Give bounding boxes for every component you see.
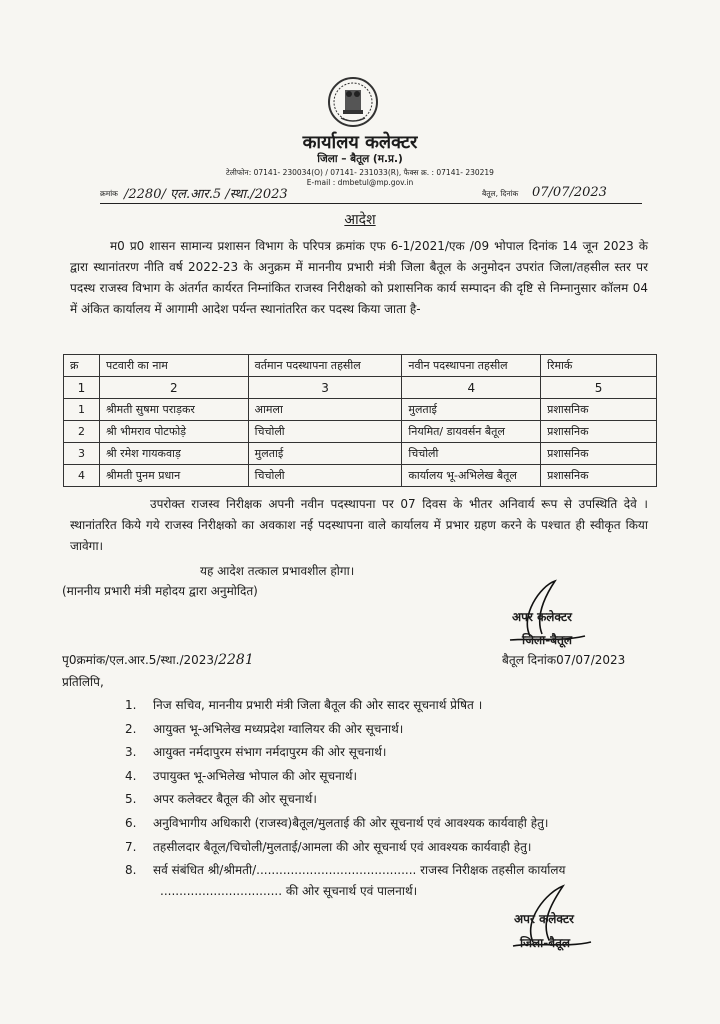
table-cell: 1 [64,377,100,399]
endorsement-date-prefix: बैतूल दिनांक [502,653,557,667]
table-cell: चिचोली [402,443,541,465]
office-title: कार्यालय कलेक्टर [302,132,418,153]
table-header-cell: पटवारी का नाम [99,355,248,377]
contact-line: टेलीफोन: 07141- 230034(O) / 07141- 231033(R), फैक्स क्र. : 07141- 230219 [226,168,494,177]
approval-note: (माननीय प्रभारी मंत्री महोदय द्वारा अनुमोदित) [62,584,258,598]
table-cell: आमला [248,399,402,421]
table-cell: प्रशासनिक [541,465,657,487]
table-cell: मुलताई [248,443,402,465]
table-cell: मुलताई [402,399,541,421]
table-cell: 1 [64,399,100,421]
table-header-cell: रिमार्क [541,355,657,377]
reference-label: क्रमांक [100,189,118,198]
transfer-table [63,354,657,487]
endorsement-prefix: पृ0क्रमांक/एल.आर.5/स्था./2023/ [62,653,219,667]
table-cell: 4 [64,465,100,487]
order-paragraph: म0 प्र0 शासन सामान्य प्रशासन विभाग के परिपत्र क्रमांक एफ 6-1/2021/एक /09 भोपाल दिनांक 14 जून 2023 के द्वारा स्थानांतरण नीति वर्ष 2022-23 के अनुक्रम में माननीय प्रभारी मंत्री जिला बैतूल के अनुमोदन उपरांत जिला/तहसील स्तर पर पदस्थ राजस्व विभाग के अंतर्गत कार्यरत निम्नांकित राजस्व निरीक्षको को प्रशासनिक कार्य सम्पादन की दृष्टि से निम्नानुसार कॉलम 04 में अंकित कार्यालय में आगामी आदेश पर्यन्त स्थानांतरित कर पदस्थ किया जाता है- [70,239,648,316]
list-item: 5. अपर कलेक्टर बैतूल की ओर सूचनार्थ। [125,792,317,807]
office-district: जिला – बैतूल (म.प्र.) [317,153,403,165]
table-cell: 3 [248,377,402,399]
letterhead-divider [100,203,642,204]
table-row [64,443,657,465]
signatory-district: जिला-बैतूल [520,936,571,950]
table-header-cell: क्र [64,355,100,377]
copy-recipient-list [125,694,645,883]
table-cell: श्रीमती पुनम प्रधान [99,465,248,487]
table-cell: चिचोली [248,421,402,443]
table-header-cell: नवीन पदस्थापना तहसील [402,355,541,377]
endorsement-number [62,651,254,668]
table-row [64,421,657,443]
table-cell: श्री भीमराव पोटफोड़े [99,421,248,443]
table-cell: 4 [402,377,541,399]
table-cell: 3 [64,443,100,465]
state-emblem-icon [323,76,383,128]
table-cell: नियमित/ डायवर्सन बैतूल [402,421,541,443]
signatory-district: जिला-बैतूल [522,633,573,647]
list-item: 7. तहसीलदार बैतूल/चिचोली/मुलताई/आमला की ओर सूचनार्थ एवं आवश्यक कार्यवाही हेतु। [125,839,532,854]
table-row [64,465,657,487]
table-cell: प्रशासनिक [541,443,657,465]
list-item-continuation: ................................ की ओर सूचनार्थ एवं पालनार्थ। [160,884,418,898]
endorsement-date [502,651,625,668]
table-cell: 2 [99,377,248,399]
effective-note: यह आदेश तत्काल प्रभावशील होगा। [200,564,355,578]
table-cell: प्रशासनिक [541,421,657,443]
table-cell: श्रीमती सुषमा पराड़कर [99,399,248,421]
table-header-cell: वर्तमान पदस्थापना तहसील [248,355,402,377]
instruction-paragraph: उपरोक्त राजस्व निरीक्षक अपनी नवीन पदस्थापना पर 07 दिवस के भीतर अनिवार्य रूप से उपस्थिति देवे । स्थानांतरित किये गये राजस्व निरीक्षको का अवकाश नई पदस्थापना वाले कार्यालय में प्रभार ग्रहण करने के पश्चात ही स्वीकृत किया जावेगा। [70,497,648,553]
table-cell: 2 [64,421,100,443]
list-item: 4. उपायुक्त भू-अभिलेख भोपाल की ओर सूचनार्थ। [125,768,358,783]
table-cell: प्रशासनिक [541,399,657,421]
table-cell: 5 [541,377,657,399]
list-item: 2. आयुक्त भू-अभिलेख मध्यप्रदेश ग्वालियर की ओर सूचनार्थ। [125,721,404,736]
reference-number: /2280/ एल.आर.5 /स्था./2023 [124,187,288,202]
copy-label: प्रतिलिपि, [62,675,104,689]
list-item: 1. निज सचिव, माननीय प्रभारी मंत्री जिला बैतूल की ओर सादर सूचनार्थ प्रेषित । [125,698,483,712]
table-index-row [64,377,657,399]
table-cell: श्री रमेश गायकवाड़ [99,443,248,465]
email-line: E-mail : dmbetul@mp.gov.in [306,178,414,187]
signatory-designation: अपर कलेक्टर [512,610,572,624]
table-cell: कार्यालय भू-अभिलेख बैतूल [402,465,541,487]
list-item: 3. आयुक्त नर्मदापुरम संभाग नर्मदापुरम की ओर सूचनार्थ। [125,745,387,760]
table-header-row [64,355,657,377]
table-row [64,399,657,421]
order-heading: आदेश [344,212,376,228]
endorsement-date-value: 07/07/2023 [556,653,626,667]
signatory-designation: अपर कलेक्टर [514,912,574,926]
date-label: बैतूल, दिनांक [482,189,519,198]
list-item: 8. सर्व संबंधित श्री/श्रीमती/.......................................... राजस्व निरीक्षक तहसील कार्यालय [125,863,566,878]
list-item: 6. अनुविभागीय अधिकारी (राजस्व)बैतूल/मुलताई की ओर सूचनार्थ एवं आवश्यक कार्यवाही हेतु। [125,815,549,830]
endorsement-handwritten-number: 2281 [218,652,254,668]
reference-row [100,184,642,204]
table-cell: चिचोली [248,465,402,487]
date-value: 07/07/2023 [532,185,607,200]
